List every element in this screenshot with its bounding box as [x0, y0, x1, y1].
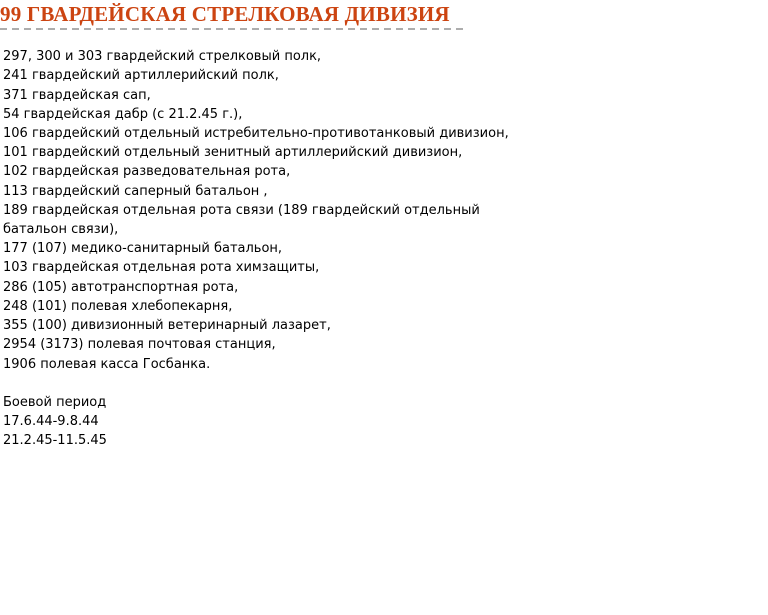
- combat-period-list: [3, 412, 768, 450]
- unit-line: батальон связи),: [3, 222, 119, 238]
- unit-line: 103 гвардейская отдельная рота химзащиты,: [3, 260, 320, 276]
- unit-line: 297, 300 и 303 гвардейский стрелковый полк,: [3, 49, 322, 65]
- unit-line: 2954 (3173) полевая почтовая станция,: [3, 337, 276, 353]
- unit-line: 113 гвардейский саперный батальон ,: [3, 183, 268, 199]
- unit-line: 189 гвардейская отдельная рота связи (189 гвардейский отдельный: [3, 202, 480, 218]
- unit-line: 106 гвардейский отдельный истребительно-противотанковый дивизион,: [3, 126, 509, 142]
- unit-line: 371 гвардейская сап,: [3, 87, 151, 103]
- unit-line: 1906 полевая касса Госбанка.: [3, 356, 211, 372]
- unit-list: [3, 47, 768, 373]
- unit-line: 177 (107) медико-санитарный батальон,: [3, 241, 283, 257]
- division-page: [0, 1, 768, 615]
- unit-line: 101 гвардейский отдельный зенитный артиллерийский дивизион,: [3, 145, 463, 161]
- unit-line: 248 (101) полевая хлебопекарня,: [3, 298, 233, 314]
- unit-line: 355 (100) дивизионный ветеринарный лазарет,: [3, 318, 331, 334]
- title-divider: [0, 28, 466, 30]
- combat-period-section: [3, 393, 768, 451]
- combat-period-heading: Боевой период: [3, 394, 107, 410]
- unit-line: 54 гвардейская дабр (с 21.2.45 г.),: [3, 106, 243, 122]
- unit-line: 241 гвардейский артиллерийский полк,: [3, 68, 279, 84]
- page-content: [0, 47, 768, 450]
- page-title: 99 ГВАРДЕЙСКАЯ СТРЕЛКОВАЯ ДИВИЗИЯ: [0, 2, 450, 26]
- combat-period-line: 21.2.45-11.5.45: [3, 433, 107, 449]
- unit-line: 102 гвардейская разведовательная рота,: [3, 164, 291, 180]
- unit-line: 286 (105) автотранспортная рота,: [3, 279, 239, 295]
- combat-period-line: 17.6.44-9.8.44: [3, 414, 99, 430]
